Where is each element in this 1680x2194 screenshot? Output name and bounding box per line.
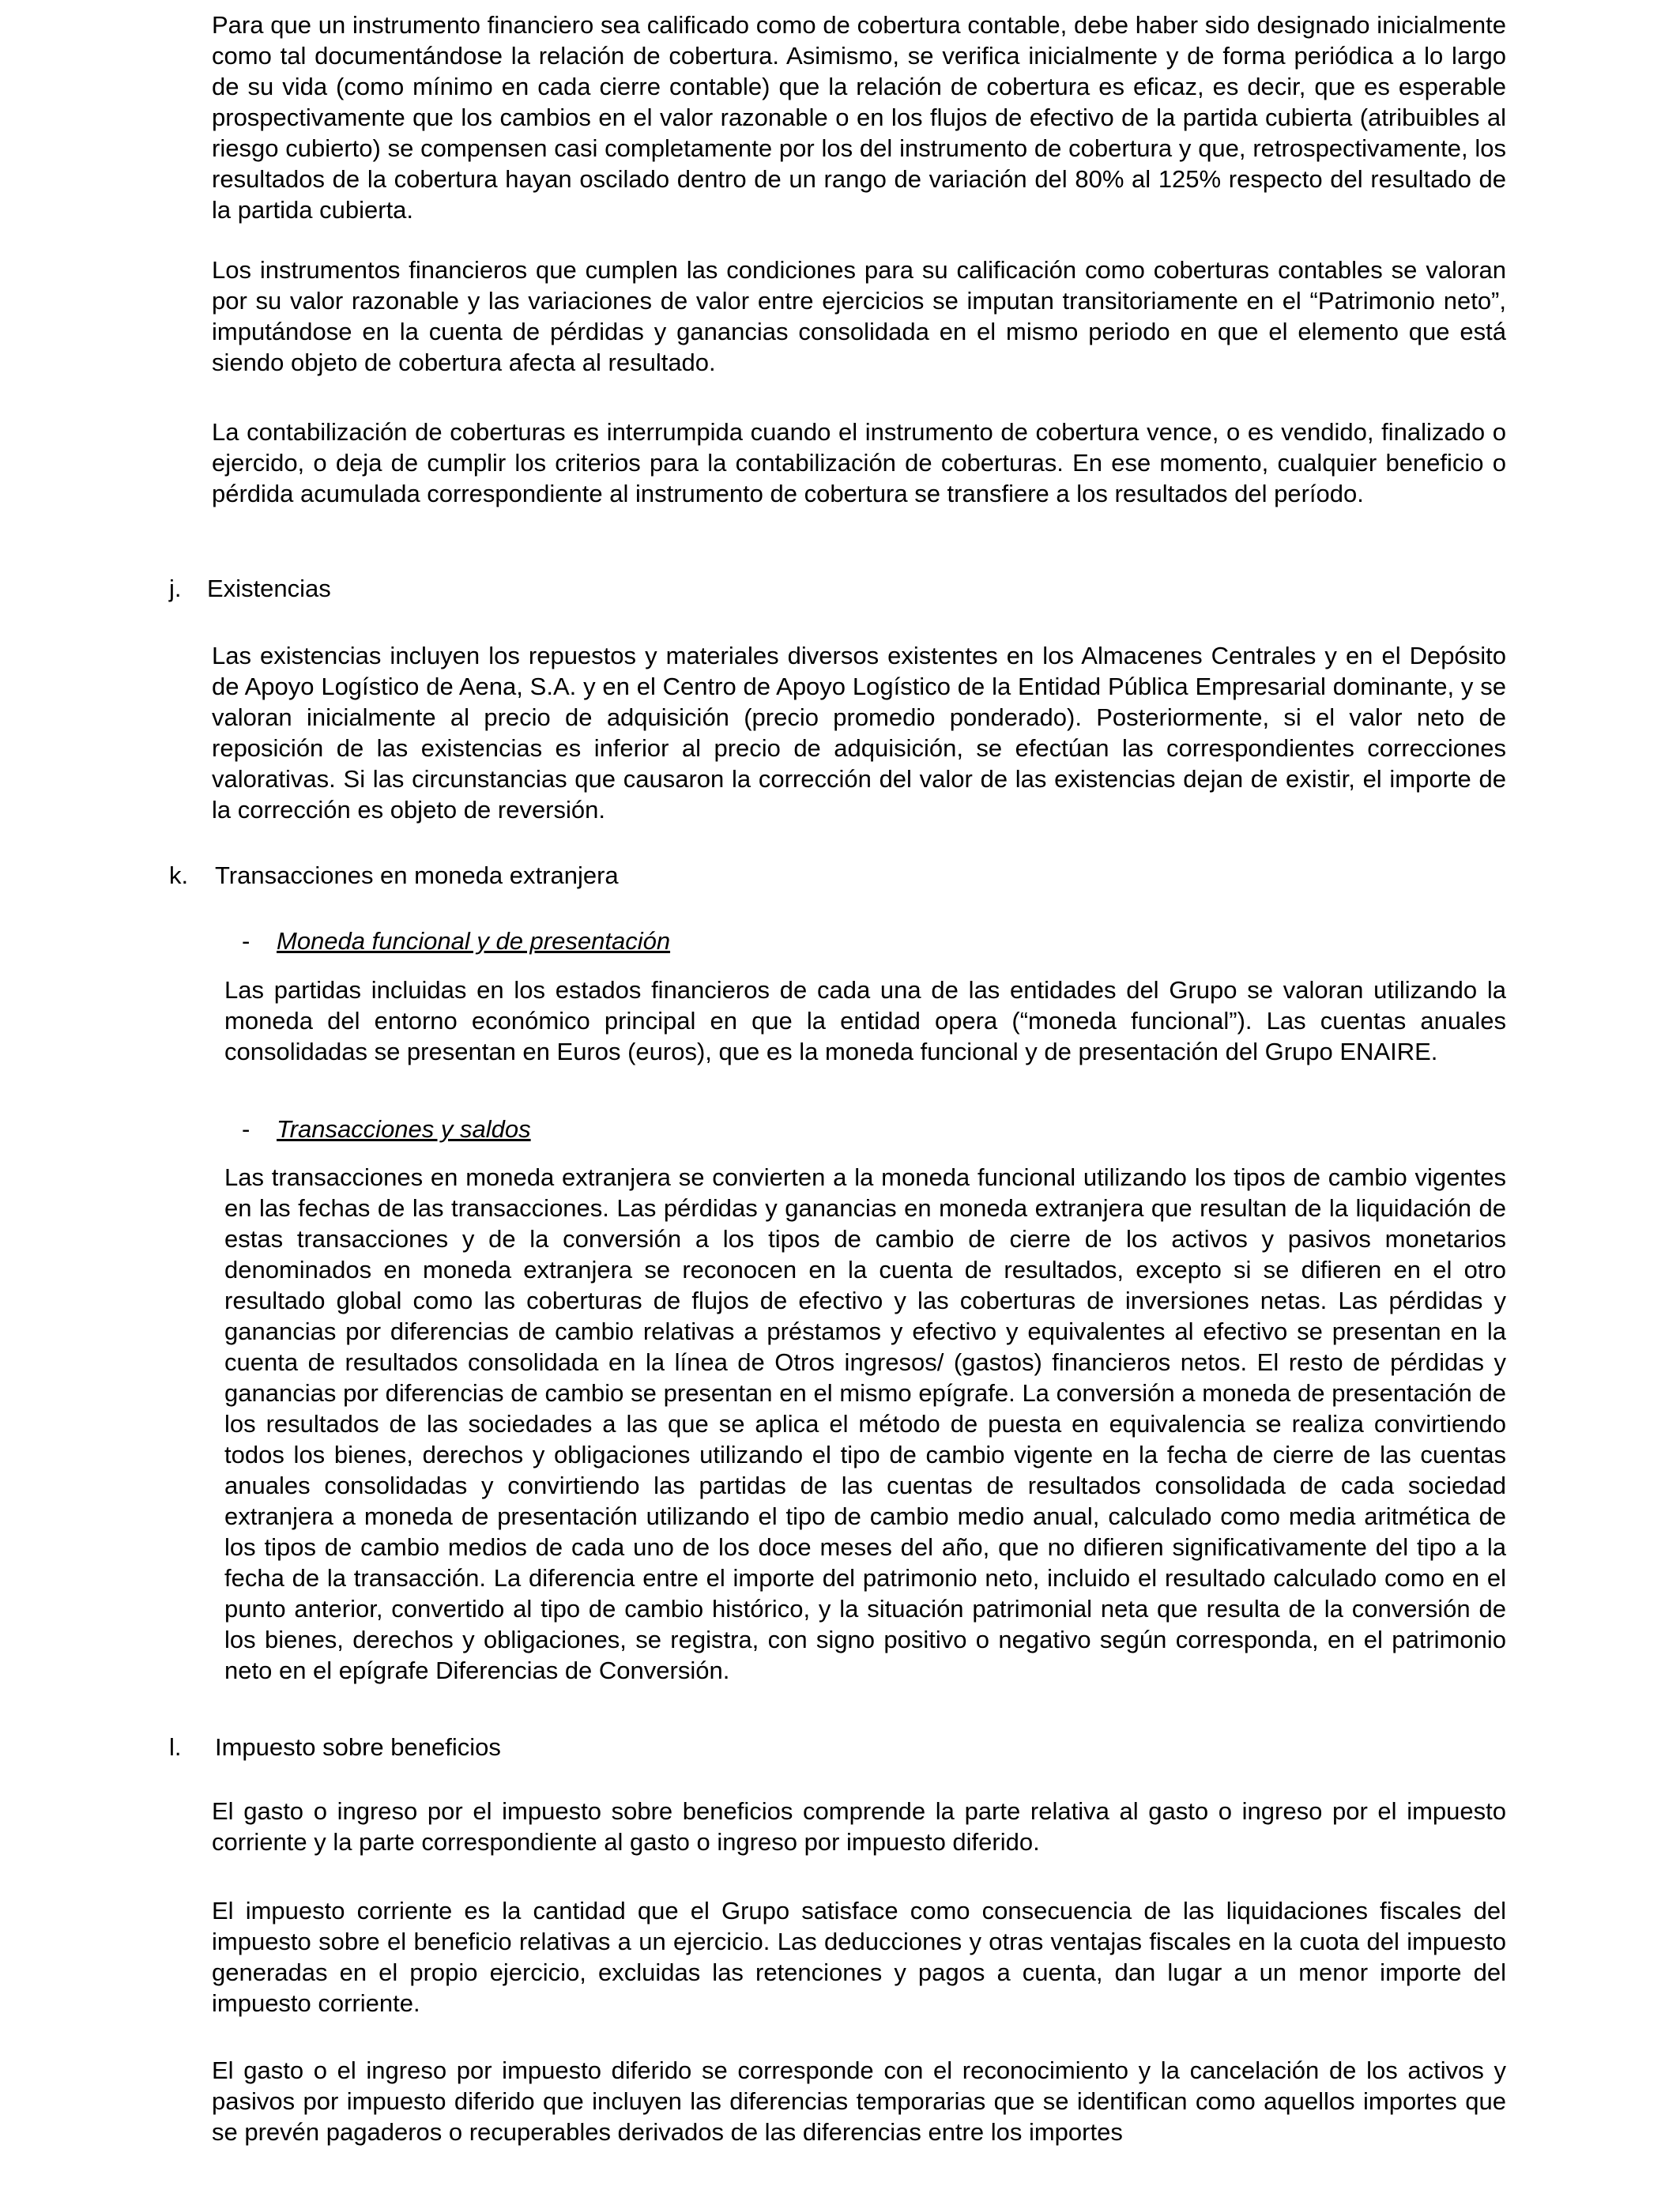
section-letter: k. [169,861,189,889]
paragraph-impuesto-diferido: El gasto o el ingreso por impuesto diferido se corresponde con el reconocimiento y la cancelación de los activos y pasivos por impuesto diferido que incluyen las diferencias temporarias que se identifican como aquellos importes que se prevén pagaderos o recuperables derivados de las diferencias entre los importes [212,2056,1506,2146]
paragraph-moneda-funcional: Las partidas incluidas en los estados financieros de cada una de las entidades del Grupo se valoran utilizando la moneda del entorno económico principal en que la entidad opera (“moneda funcional”). Las cuentas anuales consolidadas se presentan en Euros (euros), que es la moneda funcional y de presentación del Grupo ENAIRE. [224,976,1506,1065]
subsection-title: Transacciones y saldos [277,1115,531,1143]
subsection-title: Moneda funcional y de presentación [277,927,671,955]
section-title: Impuesto sobre beneficios [215,1733,501,1761]
bullet-dash: - [242,927,250,955]
paragraph-existencias: Las existencias incluyen los repuestos y materiales diversos existentes en los Almacenes Centrales y en el Depósito de Apoyo Logístico de Aena, S.A. y en el Centro de Apoyo Logístico de la Entidad Pública Empresarial dominante, y se valoran inicialmente al precio de adquisición (precio promedio ponderado). Posteriormente, si el valor neto de reposición de las existencias es inferior al precio de adquisición, se efectúan las correspondientes correcciones valorativas. Si las circunstancias que causaron la corrección del valor de las existencias dejan de existir, el importe de la corrección es objeto de reversión. [212,642,1506,824]
paragraph-transacciones-saldos: Las transacciones en moneda extranjera se convierten a la moneda funcional utilizando los tipos de cambio vigentes en las fechas de las transacciones. Las pérdidas y ganancias en moneda extranjera que resultan de la liquidación de estas transacciones y de la conversión a los tipos de cambio de cierre de los activos y pasivos monetarios denominados en moneda extranjera se reconocen en la cuenta de resultados, excepto si se difieren en el otro resultado global como las coberturas de flujos de efectivo y las coberturas de inversiones netas. Las pérdidas y ganancias por diferencias de cambio relativas a préstamos y efectivo y equivalentes al efectivo se presentan en la cuenta de resultados consolidada en la línea de Otros ingresos/ (gastos) financieros netos. El resto de pérdidas y ganancias por diferencias de cambio se presentan en el mismo epígrafe. La conversión a moneda de presentación de los resultados de las sociedades a las que se aplica el método de puesta en equivalencia se realiza convirtiendo todos los bienes, derechos y obligaciones utilizando el tipo de cambio vigente en la fecha de cierre de las cuentas anuales consolidadas y convirtiendo las partidas de las cuentas de resultados consolidada de cada sociedad extranjera a moneda de presentación utilizando el tipo de cambio medio anual, calculado como media aritmética de los tipos de cambio medios de cada uno de los doce meses del año, que no difieren significativamente del tipo a la fecha de la transacción. La diferencia entre el importe del patrimonio neto, incluido el resultado calculado como en el punto anterior, convertido al tipo de cambio histórico, y la situación patrimonial neta que resulta de la conversión de los bienes, derechos y obligaciones, se registra, con signo positivo o negativo según corresponda, en el patrimonio neto en el epígrafe Diferencias de Conversión. [224,1163,1506,1684]
paragraph-hedge-designation: Para que un instrumento financiero sea calificado como de cobertura contable, debe haber sido designado inicialmente como tal documentándose la relación de cobertura. Asimismo, se verifica inicialmente y de forma periódica a lo largo de su vida (como mínimo en cada cierre contable) que la relación de cobertura es eficaz, es decir, que es esperable prospectivamente que los cambios en el valor razonable o en los flujos de efectivo de la partida cubierta (atribuibles al riesgo cubierto) se compensen casi completamente por los del instrumento de cobertura y que, retrospectivamente, los resultados de la cobertura hayan oscilado dentro de un rango de variación del 80% al 125% respecto del resultado de la partida cubierta. [212,11,1506,224]
section-title: Transacciones en moneda extranjera [215,861,619,889]
section-letter: j. [169,575,182,602]
paragraph-hedge-interruption: La contabilización de coberturas es interrumpida cuando el instrumento de cobertura vence, o es vendido, finalizado o ejercido, o deja de cumplir los criterios para la contabilización de coberturas. En ese momento, cualquier beneficio o pérdida acumulada correspondiente al instrumento de cobertura se transfiere a los resultados del período. [212,418,1506,507]
paragraph-hedge-valuation: Los instrumentos financieros que cumplen las condiciones para su calificación como coberturas contables se valoran por su valor razonable y las variaciones de valor entre ejercicios se imputan transitoriamente en el “Patrimonio neto”, imputándose en la cuenta de pérdidas y ganancias consolidada en el mismo periodo en que el elemento que está siendo objeto de cobertura afecta al resultado. [212,256,1506,376]
paragraph-impuesto-gasto: El gasto o ingreso por el impuesto sobre beneficios comprende la parte relativa al gasto o ingreso por el impuesto corriente y la parte correspondiente al gasto o ingreso por impuesto diferido. [212,1797,1506,1856]
section-letter: l. [169,1733,182,1761]
paragraph-impuesto-corriente: El impuesto corriente es la cantidad que el Grupo satisface como consecuencia de las liquidaciones fiscales del impuesto sobre el beneficio relativas a un ejercicio. Las deducciones y otras ventajas fiscales en la cuota del impuesto generadas en el propio ejercicio, excluidas las retenciones y pagos a cuenta, dan lugar a un menor importe del impuesto corriente. [212,1897,1506,2017]
section-title: Existencias [207,575,331,602]
bullet-dash: - [242,1115,250,1143]
